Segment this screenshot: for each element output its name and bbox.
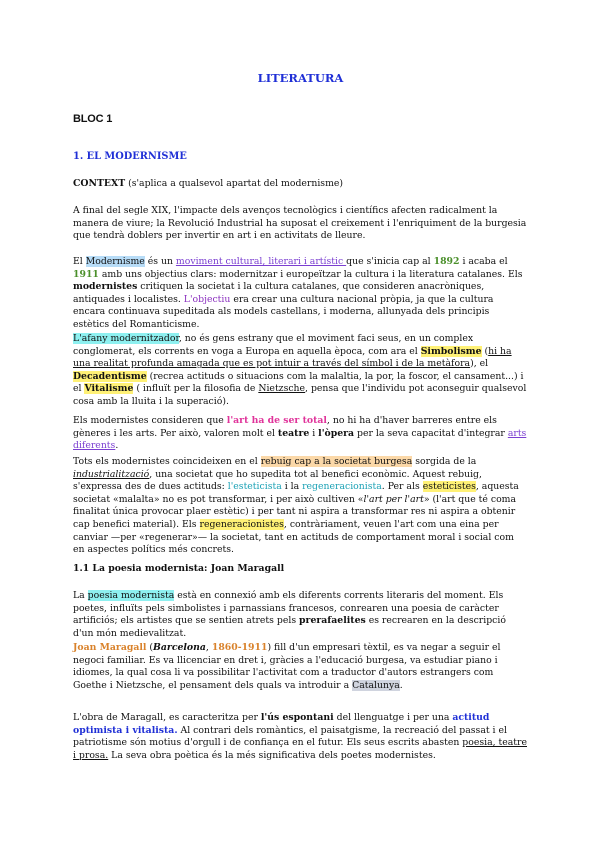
term-teatre: teatre [277,427,310,439]
term-esteticista: l'esteticista [227,481,282,493]
paragraph-modernisme-definition: El Modernisme és un moviment cultural, literari i artístic que s'inicia cap al 1892 i acaba el 1911 amb uns objectius clars: modernitzar i europeïtzar la cultura i la literatura catalanes. Els modernistes critiquen la societat i la cultura catalanes, que consideren anacròniques, antiquades i localistes. L'objectiu era crear una cultura nacional pròpia, ja que la cultura encara continuava supeditada als models castellans, i moderna, allunyada dels principis estètics del Romanticisme. [73,256,523,330]
context-line [73,178,528,191]
year-end: 1911 [73,268,99,280]
context-note: (s'aplica a qualsevol apartat del modernisme) [125,178,344,189]
paragraph-corrents: L'afany modernitzador, no és gens estrany que el moviment faci seus, en un complex conglomerat, els corrents en voga a Europa en aquella època, com ara el Simbolisme (hi ha una realitat profunda amagada que es pot intuir a través del símbol i de la metàfora), el Decadentisme (recrea actituds o situacions com la malaltia, la por, la foscor, el cansament...) i el Vitalisme ( influït per la filosofia de Nietzsche, pensa que l'individu pot aconseguir qualsevol cosa amb la lluita i la superació). [73,333,527,407]
paragraph-context: A final del segle XIX, l'impacte dels avenços tecnològics i científics afecten radicalment la manera de viure; la Revolució Industrial ha suposat el creixement i l'enriquiment de la burgesia que tendrà doblers per invertir en art i en activitats de lleure. [73,205,527,242]
term-art-total: l'art ha de ser total [226,415,327,426]
paragraph-maragall-bio: Joan Maragall (Barcelona, 1860-1911) fill d'un empresari tèxtil, es va negar a seguir el negoci familiar. Es va llicenciar en dret i, gràcies a l'educació burgesa, va estudiar piano i idiomes, la qual cosa li va possibilitar l'activitat com a traductor d'autors estrangers com Goethe i Nietzsche, el pensament dels quals va introduir a Catalunya. [73,642,501,691]
simbolisme-definition: hi ha una realitat profunda amagada que es pot intuir a través del símbol i de la metàfora [73,345,512,370]
term-decadentisme: Decadentisme [73,370,147,382]
term-industrialitzacio: industrialització [73,468,150,480]
document-title: LITERATURA [257,71,344,85]
paragraph-maragall-obra: L'obra de Maragall, es caracteritza per l'ús espontani del llenguatge i per una actitud optimista i vitalista. Al contrari dels romàntics, el paisatgisme, la recreació del passat i el patriotisme són motius d'orgull i de confiança en el futur. Els seus escrits abasten poesia, teatre i prosa. La seva obra poètica és la més significativa dels poetes modernistes. [73,712,527,761]
context-label: CONTEXT [73,178,126,189]
maragall-dates: 1860-1911 [211,642,268,653]
term-regeneracionistes: regeneracionistes [199,518,284,530]
term-prerafaelites: prerafaelites [299,615,366,627]
term-actitud-optimista: actitud optimista i vitalista. [73,712,490,736]
term-opera: l'òpera [318,427,355,439]
bloc-heading: BLOC 1 [73,113,113,125]
term-vitalisme: Vitalisme [84,383,134,395]
term-esteticistes: esteticistes [422,481,476,493]
year-start: 1892 [433,256,460,267]
term-catalunya: Catalunya [352,679,400,691]
term-modernisme: Modernisme [85,256,145,267]
term-poesia-modernista: poesia modernista [87,590,175,601]
term-modernistes: modernistes [73,281,138,293]
term-barcelona: Barcelona [153,642,206,653]
paragraph-art-total: Els modernistes consideren que l'art ha de ser total, no hi ha d'haver barreres entre els gèneres i les arts. Per això, valoren molt el teatre i l'òpera per la seva capacitat d'integrar arts diferents. [73,415,527,452]
term-us-espontani: l'ús espontani [260,712,334,723]
paragraph-poesia: La poesia modernista està en connexió amb els diferents corrents literaris del moment. Els poetes, influïts pels simbolistes i parnassians francesos, conrearen una poesia de caràcter artificiós; els artistes que se sentien atrets pels prerafaelites es recrearen en la descripció d'un món medievalitzat. [73,590,506,639]
term-afany: L'afany modernitzador [73,333,179,344]
section-heading-modernisme: 1. EL MODERNISME [73,151,187,162]
term-poesia-teatre-prosa: poesia, teatre i prosa. [73,737,527,761]
term-regeneracionista: regeneracionista [302,481,382,493]
term-objectiu: L'objectiu [183,293,231,305]
term-nietzsche: Nietzsche [258,383,306,395]
term-art-per-art: l'art per l'art [363,493,424,505]
term-rebuig: rebuig cap a la societat burgesa [260,456,413,467]
term-simbolisme: Simbolisme [420,345,482,357]
term-moviment: moviment cultural, literari i artístic [175,256,347,267]
term-joan-maragall: Joan Maragall [73,642,147,653]
term-arts-diferents: arts diferents [73,427,527,452]
subsection-heading-poesia: 1.1 La poesia modernista: Joan Maragall [73,563,285,574]
paragraph-rebuig: Tots els modernistes coincideixen en el rebuig cap a la societat burgesa sorgida de la industrialització, una societat que ho supedita tot al benefici econòmic. Aquest rebuig, s'expressa des de dues actituds: l'esteticista i la regeneracionista. Per als esteticistes, aquesta societat «malalta» no es pot transformar, i per això cultiven «l'art per l'art» (l'art que té coma finalitat única provocar plaer estètic) i per tant ni aspira a transformar res ni aspira a obtenir cap benefici material). Els regeneracionistes, contràriament, veuen l'art com una eina per canviar —per «regenerar»— la societat, tant en actituds de comportament moral i social com en aspectes polítics més concrets. [73,456,519,556]
